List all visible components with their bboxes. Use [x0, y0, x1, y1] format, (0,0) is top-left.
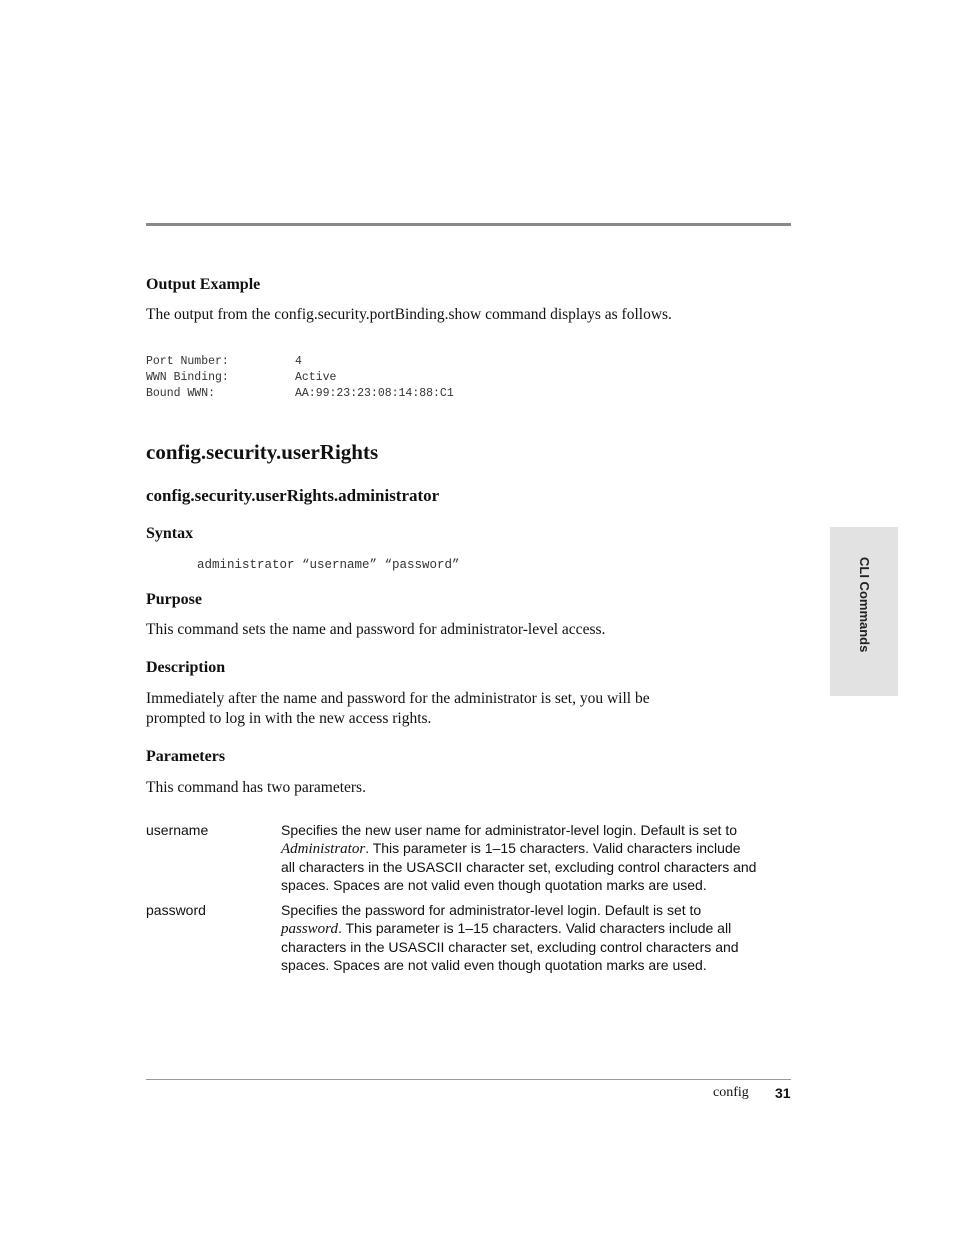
- param-line: all characters in the USASCII character set, excluding control characters and: [281, 859, 757, 875]
- purpose-text: This command sets the name and password for administrator-level access.: [146, 621, 606, 638]
- output-label: Bound WWN:: [146, 387, 216, 400]
- bottom-rule: [146, 1079, 791, 1080]
- param-line-rest: . This parameter is 1–15 characters. Valid characters include all: [337, 920, 732, 936]
- param-name: username: [146, 822, 209, 838]
- sub-heading: config.security.userRights.administrator: [146, 486, 440, 505]
- param-line: characters in the USASCII character set, excluding control characters and: [281, 939, 739, 955]
- param-line-rest: . This parameter is 1–15 characters. Valid characters include: [365, 840, 741, 856]
- output-value: 4: [295, 355, 302, 368]
- output-example-text: The output from the config.security.portBinding.show command displays as follows.: [146, 306, 672, 323]
- param-description: [281, 901, 761, 974]
- syntax-code: administrator “username” “password”: [197, 558, 460, 572]
- syntax-heading: Syntax: [146, 525, 194, 542]
- side-tab-label: CLI Commands: [857, 557, 872, 653]
- output-label: WWN Binding:: [146, 371, 229, 384]
- output-value: AA:99:23:23:08:14:88:C1: [295, 387, 454, 400]
- output-value: Active: [295, 371, 337, 384]
- param-description: [281, 821, 761, 894]
- page-number: 31: [775, 1085, 791, 1101]
- output-example-heading: Output Example: [146, 276, 261, 293]
- description-line: Immediately after the name and password for the administrator is set, you will be: [146, 690, 650, 707]
- parameters-intro: This command has two parameters.: [146, 779, 366, 796]
- param-line: [281, 839, 761, 858]
- param-line: Specifies the password for administrator-level login. Default is set to: [281, 902, 702, 918]
- top-rule: [146, 223, 791, 226]
- main-heading: config.security.userRights: [146, 440, 379, 464]
- footer-label: config: [713, 1085, 749, 1100]
- output-label: Port Number:: [146, 355, 229, 368]
- param-line: Specifies the new user name for administrator-level login. Default is set to: [281, 822, 737, 838]
- output-row: [146, 371, 229, 384]
- description-line: prompted to log in with the new access rights.: [146, 710, 432, 727]
- output-row: [146, 387, 215, 400]
- output-row: [146, 355, 229, 368]
- purpose-heading: Purpose: [146, 591, 202, 608]
- param-line: spaces. Spaces are not valid even though quotation marks are used.: [281, 877, 707, 893]
- description-heading: Description: [146, 659, 226, 676]
- param-line: spaces. Spaces are not valid even though quotation marks are used.: [281, 957, 707, 973]
- param-default-value: Administrator: [281, 841, 366, 857]
- param-line: [281, 919, 761, 938]
- param-default-value: password: [281, 921, 338, 937]
- param-name: password: [146, 902, 206, 918]
- parameters-heading: Parameters: [146, 748, 226, 765]
- side-tab: [830, 527, 898, 696]
